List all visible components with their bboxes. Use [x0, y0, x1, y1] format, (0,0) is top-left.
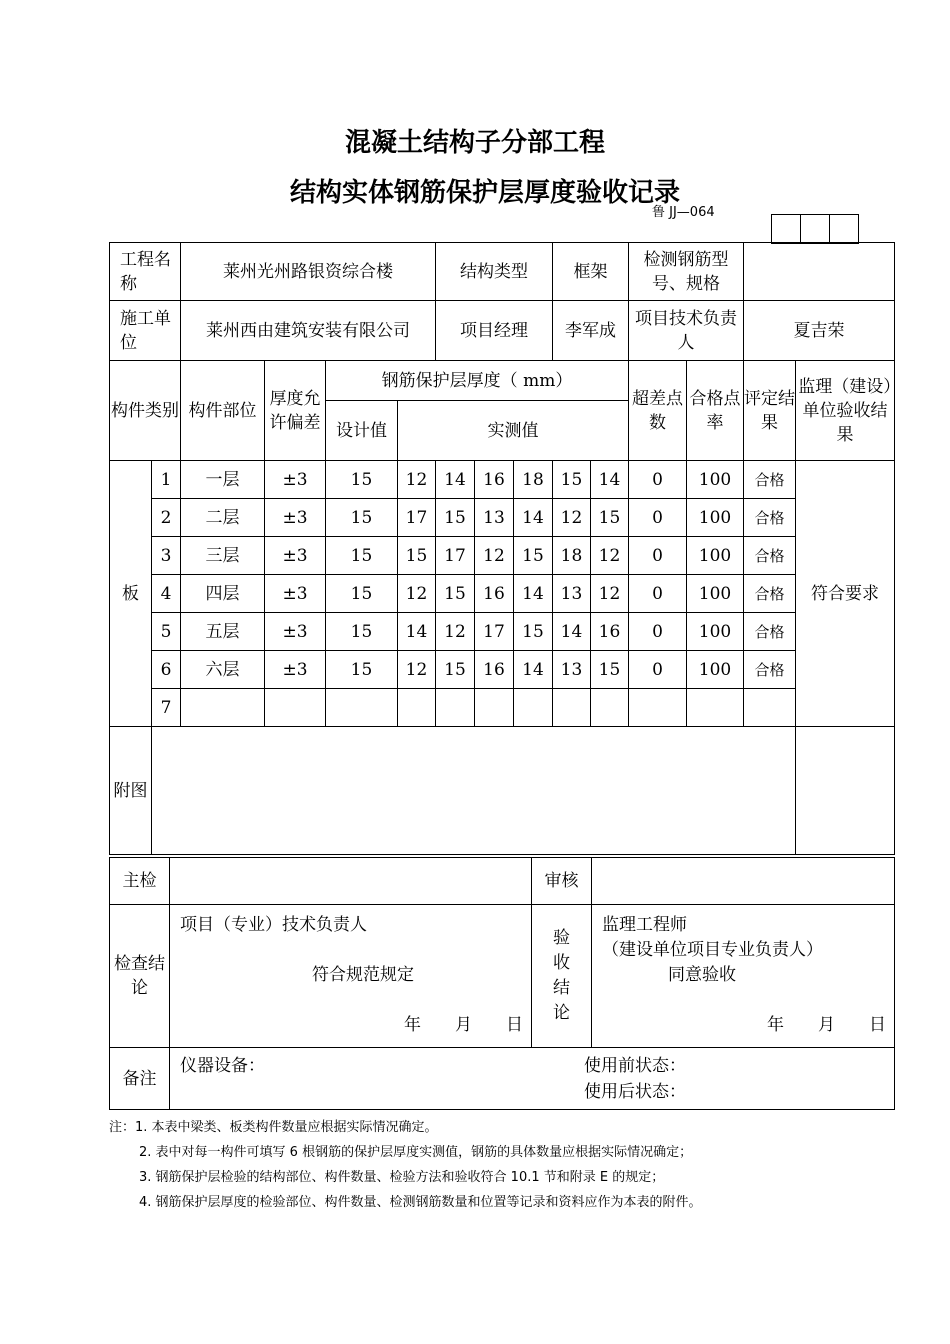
member-category: 板 — [110, 461, 152, 727]
row-measured[interactable]: 16 — [475, 575, 514, 613]
row-design[interactable]: 15 — [326, 575, 398, 613]
struct-type-label: 结构类型 — [436, 243, 553, 301]
row-measured[interactable]: 15 — [591, 499, 629, 537]
row-measured[interactable]: 13 — [475, 499, 514, 537]
row-measured[interactable]: 14 — [553, 613, 591, 651]
row-measured[interactable]: 12 — [398, 651, 436, 689]
form-code: 鲁 JJ—064 — [652, 205, 715, 220]
date-day: 日 — [869, 1015, 886, 1035]
row-exceed[interactable] — [629, 689, 687, 727]
after-state-label: 使用后状态： — [584, 1082, 686, 1102]
acceptance-conclusion-label — [532, 905, 592, 1048]
inspector-signature[interactable] — [170, 858, 532, 905]
row-design[interactable]: 15 — [326, 537, 398, 575]
row-location[interactable] — [181, 689, 265, 727]
row-design[interactable]: 15 — [326, 461, 398, 499]
code-box[interactable] — [800, 214, 830, 244]
row-design[interactable]: 15 — [326, 613, 398, 651]
row-location[interactable]: 六层 — [181, 651, 265, 689]
pass-rate-header: 合格点率 — [687, 361, 744, 461]
reviewer-label: 审核 — [532, 858, 592, 905]
note-item: 3. 钢筋保护层检验的结构部位、构件数量、检验方法和验收符合 10.1 节和附录 E 的规定； — [139, 1170, 665, 1185]
code-box[interactable] — [771, 214, 801, 244]
row-exceed[interactable]: 0 — [629, 575, 687, 613]
row-measured[interactable]: 16 — [475, 651, 514, 689]
row-rate[interactable]: 100 — [687, 499, 744, 537]
check-date — [370, 1013, 523, 1037]
pm-label: 项目经理 — [436, 301, 553, 361]
attachment-side — [796, 727, 895, 855]
project-value[interactable]: 莱州光州路银资综合楼 — [181, 243, 436, 301]
cover-thickness-header: 钢筋保护层厚度（ mm） — [326, 361, 629, 401]
row-result[interactable]: 合格 — [744, 499, 796, 537]
row-measured[interactable] — [514, 689, 553, 727]
check-conclusion-block[interactable] — [170, 905, 531, 1047]
row-no: 6 — [152, 651, 181, 689]
member-type-header: 构件类别 — [110, 361, 181, 461]
table-row — [110, 461, 895, 499]
acceptance-date — [733, 1013, 886, 1037]
row-result[interactable]: 合格 — [744, 461, 796, 499]
contractor-row — [110, 301, 895, 361]
row-result[interactable]: 合格 — [744, 537, 796, 575]
rebar-spec-value[interactable] — [744, 243, 895, 301]
row-measured[interactable] — [475, 689, 514, 727]
row-exceed[interactable]: 0 — [629, 461, 687, 499]
row-no: 2 — [152, 499, 181, 537]
row-location[interactable]: 二层 — [181, 499, 265, 537]
exceed-points-header: 超差点数 — [629, 361, 687, 461]
check-text: 符合规范规定 — [312, 965, 414, 985]
row-location[interactable]: 一层 — [181, 461, 265, 499]
project-row — [110, 243, 895, 301]
date-year: 年 — [767, 1015, 784, 1035]
before-state-label: 使用前状态： — [584, 1056, 686, 1076]
check-conclusion-label: 检查结论 — [110, 905, 170, 1048]
table-row — [110, 613, 895, 651]
acceptance-role: 监理工程师 — [602, 915, 687, 935]
page-subtitle: 结构实体钢筋保护层厚度验收记录 — [289, 178, 680, 208]
member-location-header: 构件部位 — [181, 361, 265, 461]
row-rate[interactable]: 100 — [687, 537, 744, 575]
acceptance-role2: （建设单位项目专业负责人） — [602, 940, 823, 960]
row-measured[interactable] — [591, 689, 629, 727]
row-measured[interactable]: 12 — [553, 499, 591, 537]
acceptance-label-text: 验收结论 — [553, 928, 570, 1023]
row-result[interactable] — [744, 689, 796, 727]
row-rate[interactable]: 100 — [687, 651, 744, 689]
row-rate[interactable] — [687, 689, 744, 727]
equipment-label: 仪器设备： — [180, 1056, 265, 1076]
row-measured[interactable]: 14 — [398, 613, 436, 651]
row-measured[interactable]: 15 — [436, 651, 475, 689]
row-tolerance[interactable]: ±3 — [265, 575, 326, 613]
row-measured[interactable]: 14 — [591, 461, 629, 499]
check-role: 项目（专业）技术负责人 — [180, 915, 367, 935]
row-tolerance[interactable] — [265, 689, 326, 727]
row-no: 1 — [152, 461, 181, 499]
attachment-label: 附图 — [110, 727, 152, 855]
row-measured[interactable]: 17 — [398, 499, 436, 537]
row-rate[interactable]: 100 — [687, 613, 744, 651]
row-measured[interactable]: 17 — [475, 613, 514, 651]
row-no: 4 — [152, 575, 181, 613]
supervision-result[interactable]: 符合要求 — [796, 461, 895, 727]
row-rate[interactable]: 100 — [687, 461, 744, 499]
row-exceed[interactable]: 0 — [629, 499, 687, 537]
row-measured[interactable]: 12 — [398, 575, 436, 613]
row-tolerance[interactable]: ±3 — [265, 613, 326, 651]
notes — [109, 1115, 909, 1215]
row-exceed[interactable]: 0 — [629, 651, 687, 689]
row-no: 3 — [152, 537, 181, 575]
row-measured[interactable]: 14 — [514, 651, 553, 689]
pm-value[interactable]: 李军成 — [553, 301, 629, 361]
table-row — [110, 689, 895, 727]
remarks-area[interactable] — [170, 1048, 895, 1110]
row-exceed[interactable]: 0 — [629, 537, 687, 575]
attachment-area[interactable] — [152, 727, 796, 855]
row-measured[interactable]: 18 — [553, 537, 591, 575]
attachment-row — [110, 727, 895, 855]
table-row — [110, 537, 895, 575]
rebar-spec-label: 检测钢筋型号、规格 — [629, 243, 744, 301]
row-measured[interactable]: 12 — [591, 537, 629, 575]
row-rate[interactable]: 100 — [687, 575, 744, 613]
row-measured[interactable]: 12 — [475, 537, 514, 575]
row-measured[interactable]: 15 — [514, 537, 553, 575]
row-tolerance[interactable]: ±3 — [265, 651, 326, 689]
column-header-row-1 — [110, 361, 895, 401]
row-location[interactable]: 三层 — [181, 537, 265, 575]
row-measured[interactable]: 15 — [553, 461, 591, 499]
row-exceed[interactable]: 0 — [629, 613, 687, 651]
inspector-label: 主检 — [110, 858, 170, 905]
row-measured[interactable]: 13 — [553, 651, 591, 689]
supervision-header: 监理（建设）单位验收结果 — [796, 361, 895, 461]
note-item: 注：1. 本表中梁类、板类构件数量应根据实际情况确定。 — [109, 1120, 438, 1135]
evaluation-header: 评定结果 — [744, 361, 796, 461]
row-measured[interactable] — [436, 689, 475, 727]
row-no: 5 — [152, 613, 181, 651]
row-measured[interactable]: 15 — [436, 499, 475, 537]
date-month: 月 — [818, 1015, 835, 1035]
design-value-header: 设计值 — [326, 401, 398, 461]
row-measured[interactable]: 15 — [514, 613, 553, 651]
row-measured[interactable] — [553, 689, 591, 727]
row-measured[interactable]: 16 — [475, 461, 514, 499]
contractor-value[interactable]: 莱州西由建筑安装有限公司 — [181, 301, 436, 361]
code-box[interactable] — [829, 214, 859, 244]
date-day: 日 — [506, 1015, 523, 1035]
tech-lead-label: 项目技术负责人 — [629, 301, 744, 361]
row-measured[interactable]: 12 — [591, 575, 629, 613]
row-measured[interactable]: 12 — [398, 461, 436, 499]
row-design[interactable]: 15 — [326, 499, 398, 537]
inspection-table — [109, 242, 895, 855]
row-measured[interactable]: 13 — [553, 575, 591, 613]
row-no: 7 — [152, 689, 181, 727]
row-measured[interactable]: 14 — [514, 575, 553, 613]
row-measured[interactable]: 14 — [436, 461, 475, 499]
row-tolerance[interactable]: ±3 — [265, 537, 326, 575]
page-title: 混凝土结构子分部工程 — [344, 128, 605, 158]
row-tolerance[interactable]: ±3 — [265, 499, 326, 537]
row-design[interactable]: 15 — [326, 651, 398, 689]
row-measured[interactable]: 15 — [436, 575, 475, 613]
contractor-label: 施工单位 — [110, 301, 181, 361]
row-measured[interactable]: 18 — [514, 461, 553, 499]
code-boxes — [772, 214, 859, 242]
acceptance-conclusion-block[interactable] — [592, 905, 894, 1047]
project-label: 工程名称 — [110, 243, 181, 301]
tech-lead-value[interactable]: 夏吉荣 — [744, 301, 895, 361]
row-measured[interactable] — [398, 689, 436, 727]
row-result[interactable]: 合格 — [744, 651, 796, 689]
measured-header: 实测值 — [398, 401, 629, 461]
row-tolerance[interactable]: ±3 — [265, 461, 326, 499]
row-location[interactable]: 五层 — [181, 613, 265, 651]
table-row — [110, 651, 895, 689]
tolerance-header: 厚度允许偏差 — [265, 361, 326, 461]
table-row — [110, 499, 895, 537]
row-measured[interactable]: 17 — [436, 537, 475, 575]
note-item: 2. 表中对每一构件可填写 6 根钢筋的保护层厚度实测值，钢筋的具体数量应根据实际情况确定； — [139, 1145, 693, 1160]
row-location[interactable]: 四层 — [181, 575, 265, 613]
date-year: 年 — [404, 1015, 421, 1035]
struct-type-value[interactable]: 框架 — [553, 243, 629, 301]
row-measured[interactable]: 15 — [398, 537, 436, 575]
row-measured[interactable]: 12 — [436, 613, 475, 651]
remarks-label: 备注 — [110, 1048, 170, 1110]
reviewer-signature[interactable] — [592, 858, 895, 905]
acceptance-text: 同意验收 — [668, 965, 736, 985]
row-measured[interactable]: 15 — [591, 651, 629, 689]
date-month: 月 — [455, 1015, 472, 1035]
row-measured[interactable]: 14 — [514, 499, 553, 537]
note-item: 4. 钢筋保护层厚度的检验部位、构件数量、检测钢筋数量和位置等记录和资料应作为本表的附件。 — [139, 1195, 702, 1210]
signoff-table — [109, 857, 895, 1110]
table-row — [110, 575, 895, 613]
row-measured[interactable]: 16 — [591, 613, 629, 651]
row-result[interactable]: 合格 — [744, 575, 796, 613]
row-design[interactable] — [326, 689, 398, 727]
row-result[interactable]: 合格 — [744, 613, 796, 651]
